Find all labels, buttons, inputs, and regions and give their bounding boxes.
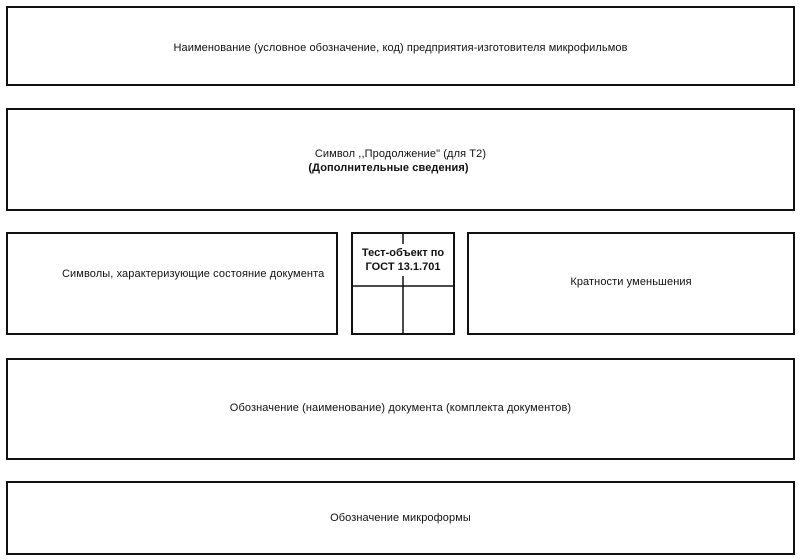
reduction-ratio-label: Кратности уменьшения	[570, 275, 692, 288]
test-object-line2: ГОСТ 13.1.701	[365, 261, 441, 273]
document-designation-field	[6, 358, 795, 460]
manufacturer-label: Наименование (условное обозначение, код) предприятия-изготовителя микрофильмов	[173, 42, 628, 54]
continuation-symbol-label: Символ ,,Продолжение" (для Т2)	[314, 147, 487, 160]
continuation-text	[308, 147, 487, 175]
continuation-field	[6, 108, 795, 211]
additional-info-label: (Дополнительные сведения)	[308, 161, 469, 174]
microform-designation-label: Обозначение микроформы	[330, 512, 471, 524]
status-symbols-label: Символы, характеризующие состояние документа	[62, 268, 325, 280]
test-object-title	[353, 246, 453, 274]
reduction-ratio-field	[467, 232, 795, 335]
manufacturer-field	[6, 6, 795, 86]
status-symbols-field	[6, 232, 338, 335]
test-object-field	[351, 232, 455, 335]
microform-designation-field	[6, 481, 795, 555]
test-object-line1: Тест-объект по	[361, 247, 445, 259]
document-designation-label: Обозначение (наименование) документа (комплекта документов)	[229, 402, 572, 414]
